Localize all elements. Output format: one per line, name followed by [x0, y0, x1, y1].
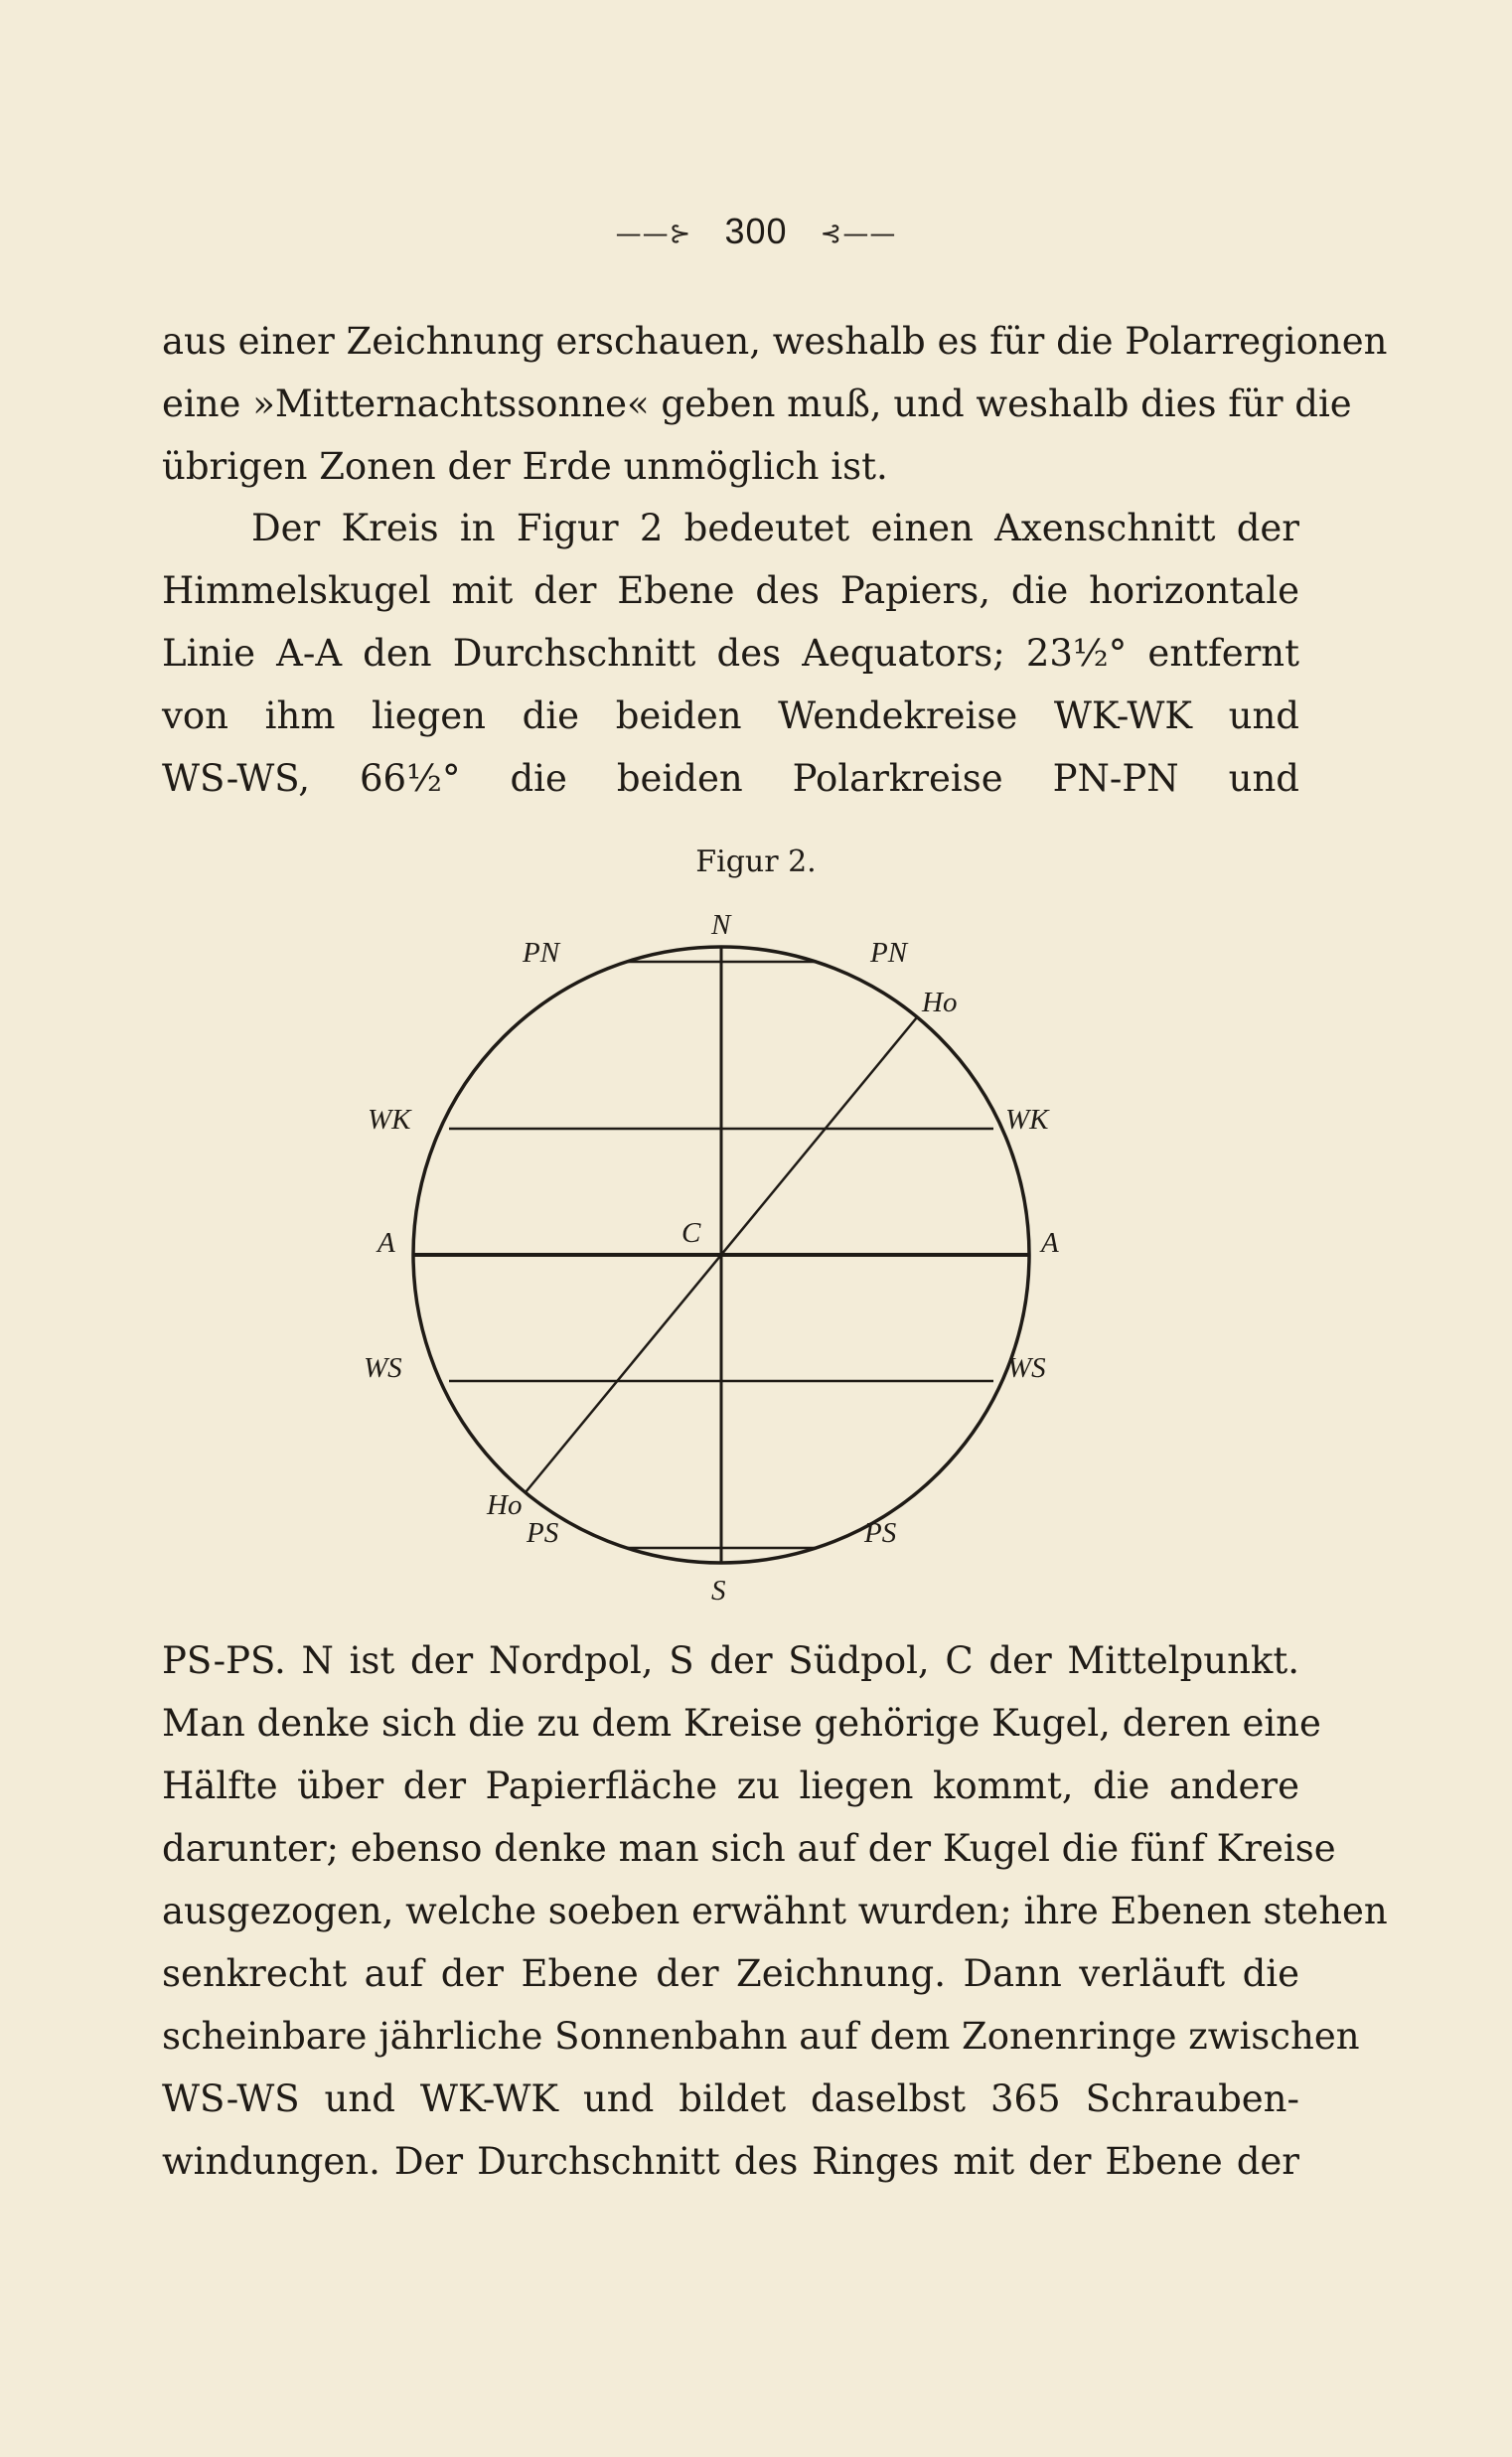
- label-ps-left: PS: [527, 1517, 559, 1549]
- paragraph-2: [162, 497, 1299, 810]
- text-line: aus einer Zeichnung erschauen, weshalb es für die Polarregionen: [162, 320, 1388, 363]
- label-ws-right: WS: [1007, 1352, 1046, 1384]
- text-line: Himmelskugel mit der Ebene des Papiers, die horizontale: [162, 569, 1299, 612]
- label-ws-left: WS: [364, 1352, 402, 1384]
- label-a-right: A: [1041, 1227, 1059, 1259]
- label-center: C: [681, 1217, 701, 1249]
- label-horizon-bottom: Ho: [487, 1489, 523, 1521]
- label-north-pole: N: [711, 909, 731, 941]
- text-line: PS-PS. N ist der Nordpol, S der Südpol, C der Mittelpunkt.: [162, 1639, 1299, 1682]
- text-line: WS-WS, 66½° die beiden Polarkreise PN-PN und: [162, 757, 1299, 800]
- label-horizon-top: Ho: [922, 987, 958, 1018]
- paragraph-1: [162, 310, 1388, 498]
- ornament-left: ——⊱: [615, 219, 692, 249]
- label-pn-left: PN: [523, 937, 560, 969]
- text-line: windungen. Der Durchschnitt des Ringes mit der Ebene der: [162, 2140, 1299, 2183]
- page-number: 300: [724, 211, 788, 251]
- ornament-right: ⊰——: [820, 219, 897, 249]
- text-line: ausgezogen, welche soeben erwähnt wurden; ihre Ebenen stehen: [162, 1890, 1388, 1932]
- paragraph-3: [162, 1629, 1388, 2193]
- text-line: Der Kreis in Figur 2 bedeutet einen Axenschnitt der: [251, 507, 1299, 549]
- text-line: WS-WS und WK-WK und bildet daselbst 365 Schrauben-: [162, 2077, 1299, 2120]
- label-wk-right: WK: [1005, 1104, 1049, 1136]
- text-line: Linie A-A den Durchschnitt des Aequators; 23½° entfernt: [162, 632, 1299, 675]
- text-line: darunter; ebenso denke man sich auf der Kugel die fünf Kreise: [162, 1827, 1336, 1870]
- label-ps-right: PS: [864, 1517, 897, 1549]
- text-line: Man denke sich die zu dem Kreise gehörige Kugel, deren eine: [162, 1702, 1321, 1745]
- text-line: Hälfte über der Papierfläche zu liegen kommt, die andere: [162, 1765, 1299, 1807]
- figure-caption: Figur 2.: [695, 845, 817, 879]
- text-line: senkrecht auf der Ebene der Zeichnung. Dann verläuft die: [162, 1952, 1299, 1995]
- text-line: scheinbare jährliche Sonnenbahn auf dem Zonenringe zwischen: [162, 2015, 1360, 2058]
- text-line: von ihm liegen die beiden Wendekreise WK-WK und: [162, 694, 1299, 737]
- celestial-sphere-diagram: [328, 894, 1142, 1610]
- label-pn-right: PN: [870, 937, 908, 969]
- label-a-left: A: [378, 1227, 395, 1259]
- text-line: eine »Mitternachtssonne« geben muß, und weshalb dies für die: [162, 383, 1352, 425]
- page-header: [0, 211, 1512, 252]
- label-wk-left: WK: [368, 1104, 411, 1136]
- label-south-pole: S: [711, 1575, 726, 1607]
- text-line: übrigen Zonen der Erde unmöglich ist.: [162, 445, 888, 488]
